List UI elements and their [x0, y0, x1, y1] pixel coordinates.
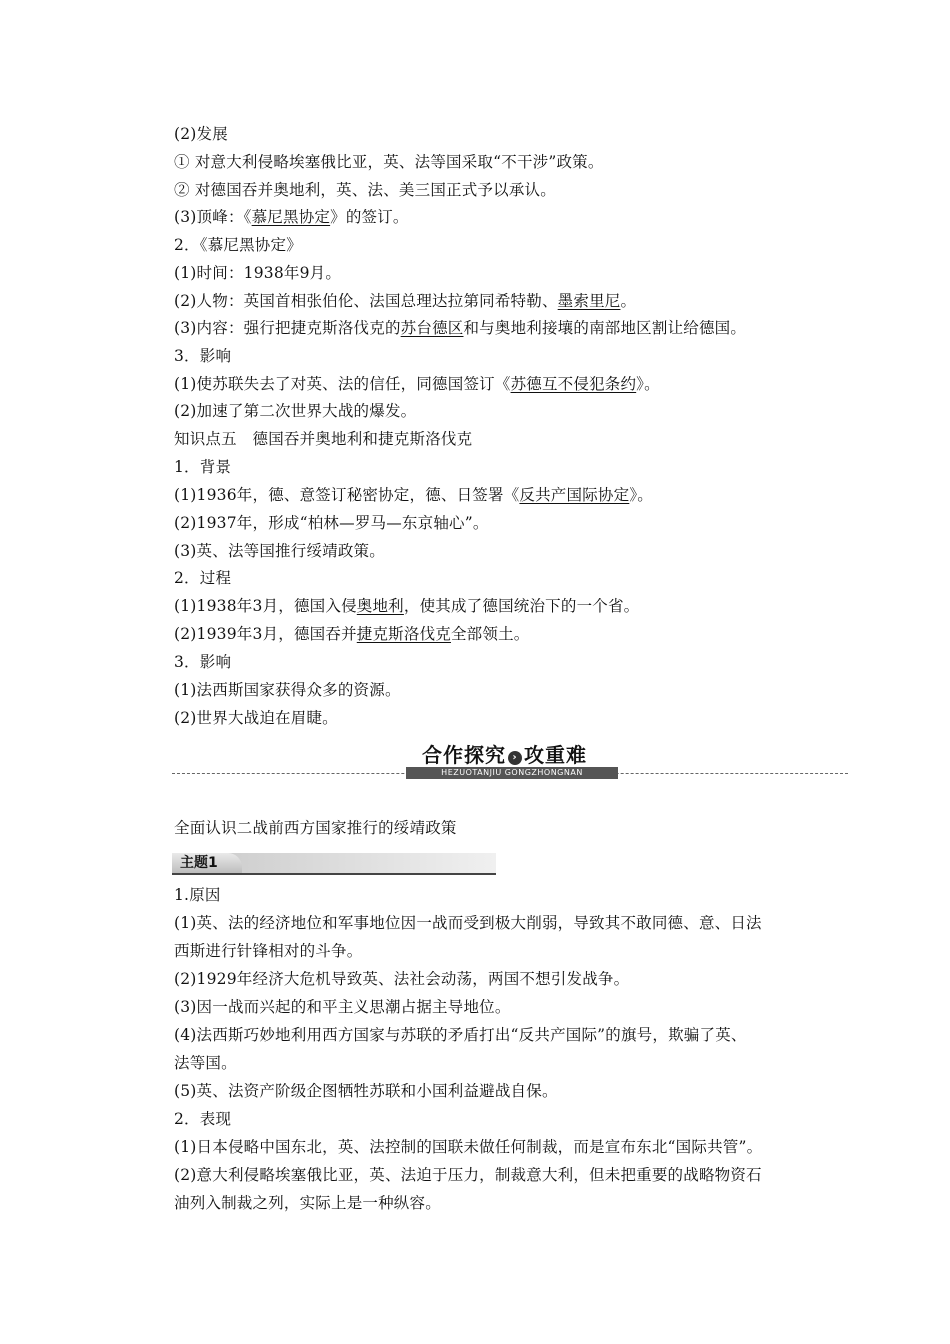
text-segment: (1)时间：1938年9月。 — [174, 264, 342, 282]
text-segment: ② 对德国吞并奥地利，英、法、美三国正式予以承认。 — [174, 181, 556, 199]
text-segment: (1)1936年，德、意签订秘密协定，德、日签署《 — [174, 486, 520, 504]
text-line — [174, 207, 409, 227]
text-segment: (1)1938年3月，德国入侵 — [174, 597, 357, 615]
text-line — [174, 541, 385, 561]
text-line — [174, 1165, 762, 1185]
text-segment: 》。 — [636, 375, 660, 393]
text-line — [174, 291, 636, 311]
text-segment: (2)1937年，形成“柏林—罗马—东京轴心”。 — [174, 514, 489, 532]
text-line — [174, 513, 489, 533]
text-line — [174, 429, 472, 449]
chevron-right-icon: › — [508, 751, 522, 765]
underlined-term: 慕尼黑协定 — [251, 208, 331, 226]
text-segment: (1)法西斯国家获得众多的资源。 — [174, 681, 401, 699]
section-banner — [172, 738, 848, 778]
text-segment: (3)内容：强行把捷克斯洛伐克的 — [174, 319, 401, 337]
underlined-term: 墨索里尼 — [557, 292, 621, 310]
text-line — [174, 1081, 558, 1101]
text-line — [174, 1137, 762, 1157]
text-segment: (2)发展 — [174, 125, 228, 143]
text-segment: 2．《慕尼黑协定》 — [174, 236, 302, 254]
text-segment: (4)法西斯巧妙地利用西方国家与苏联的矛盾打出“反共产国际”的旗号，欺骗了英、 — [174, 1026, 747, 1044]
text-segment: 1．背景 — [174, 458, 232, 476]
text-segment: 西斯进行针锋相对的斗争。 — [174, 942, 363, 960]
text-segment: 全面认识二战前西方国家推行的绥靖政策 — [174, 819, 457, 837]
text-line — [174, 401, 416, 421]
text-line — [174, 180, 556, 200]
text-line — [174, 913, 762, 933]
text-segment: (3)英、法等国推行绥靖政策。 — [174, 542, 385, 560]
text-segment: 3．影响 — [174, 653, 232, 671]
text-line — [174, 1053, 237, 1073]
underlined-term: 苏德互不侵犯条约 — [510, 375, 637, 393]
text-segment: (1)日本侵略中国东北，英、法控制的国联未做任何制裁，而是宣布东北“国际共管”。 — [174, 1138, 763, 1156]
text-line — [174, 885, 221, 905]
topic-label: 主题1 — [172, 853, 242, 873]
text-segment: 油列入制裁之列，实际上是一种纵容。 — [174, 1194, 441, 1212]
underlined-term: 捷克斯洛伐克 — [356, 625, 451, 643]
text-line — [174, 485, 653, 505]
text-segment: (1)英、法的经济地位和军事地位因一战而受到极大削弱，导致其不敢同德、意、日法 — [174, 914, 762, 932]
text-line — [174, 152, 604, 172]
text-segment: (1)使苏联失去了对英、法的信任，同德国签订《 — [174, 375, 511, 393]
text-segment: (2)意大利侵略埃塞俄比亚，英、法迫于压力，制裁意大利，但未把重要的战略物资石 — [174, 1166, 762, 1184]
text-line — [174, 1109, 231, 1129]
text-line — [174, 1193, 441, 1213]
text-line — [174, 624, 529, 644]
text-segment: 知识点五 德国吞并奥地利和捷克斯洛伐克 — [174, 430, 473, 448]
text-segment: ① 对意大利侵略埃塞俄比亚，英、法等国采取“不干涉”政策。 — [174, 153, 604, 171]
text-segment: 全部领土。 — [450, 625, 530, 643]
text-segment: (2)加速了第二次世界大战的爆发。 — [174, 402, 417, 420]
text-line — [174, 568, 231, 588]
text-segment: 》的签订。 — [330, 208, 409, 226]
text-line — [174, 708, 338, 728]
text-segment: 2．表现 — [174, 1110, 232, 1128]
text-segment: (3)顶峰：《 — [174, 208, 252, 226]
text-segment: 2．过程 — [174, 569, 232, 587]
text-segment: ，使其成了德国统治下的一个省。 — [403, 597, 640, 615]
text-segment: (2)1939年3月，德国吞并 — [174, 625, 357, 643]
text-line — [174, 346, 231, 366]
text-line — [174, 941, 362, 961]
text-line — [174, 1025, 747, 1045]
text-line — [174, 596, 639, 616]
text-line — [174, 318, 746, 338]
underlined-term: 奥地利 — [356, 597, 404, 615]
text-segment: (2)人物：英国首相张伯伦、法国总理达拉第同希特勒、 — [174, 292, 558, 310]
underlined-term: 苏台德区 — [400, 319, 464, 337]
text-line — [174, 652, 231, 672]
text-line — [174, 235, 302, 255]
text-line — [174, 124, 228, 144]
banner-title-left: 合作探究 — [422, 743, 506, 767]
text-line — [174, 374, 660, 394]
text-line — [174, 997, 511, 1017]
text-segment: (2)世界大战迫在眉睫。 — [174, 709, 338, 727]
text-segment: 法等国。 — [174, 1054, 237, 1072]
banner-title-right: 攻重难 — [524, 743, 587, 767]
text-segment: (2)1929年经济大危机导致英、法社会动荡，两国不想引发战争。 — [174, 970, 630, 988]
text-line — [174, 457, 231, 477]
text-line — [174, 680, 401, 700]
text-segment: (3)因一战而兴起的和平主义思潮占据主导地位。 — [174, 998, 511, 1016]
topic-header — [172, 853, 496, 877]
text-segment: 》。 — [629, 486, 653, 504]
text-segment: 。 — [620, 292, 637, 310]
text-segment: (5)英、法资产阶级企图牺牲苏联和小国利益避战自保。 — [174, 1082, 558, 1100]
text-segment: 3．影响 — [174, 347, 232, 365]
underlined-term: 反共产国际协定 — [519, 486, 630, 504]
text-segment: 1.原因 — [174, 886, 221, 904]
text-line — [174, 818, 457, 838]
text-line — [174, 263, 341, 283]
text-line — [174, 969, 629, 989]
banner-title — [422, 739, 587, 768]
banner-subtitle: HEZUOTANJIU GONGZHONGNAN — [406, 767, 618, 779]
text-segment: 和与奥地利接壤的南部地区割让给德国。 — [463, 319, 747, 337]
